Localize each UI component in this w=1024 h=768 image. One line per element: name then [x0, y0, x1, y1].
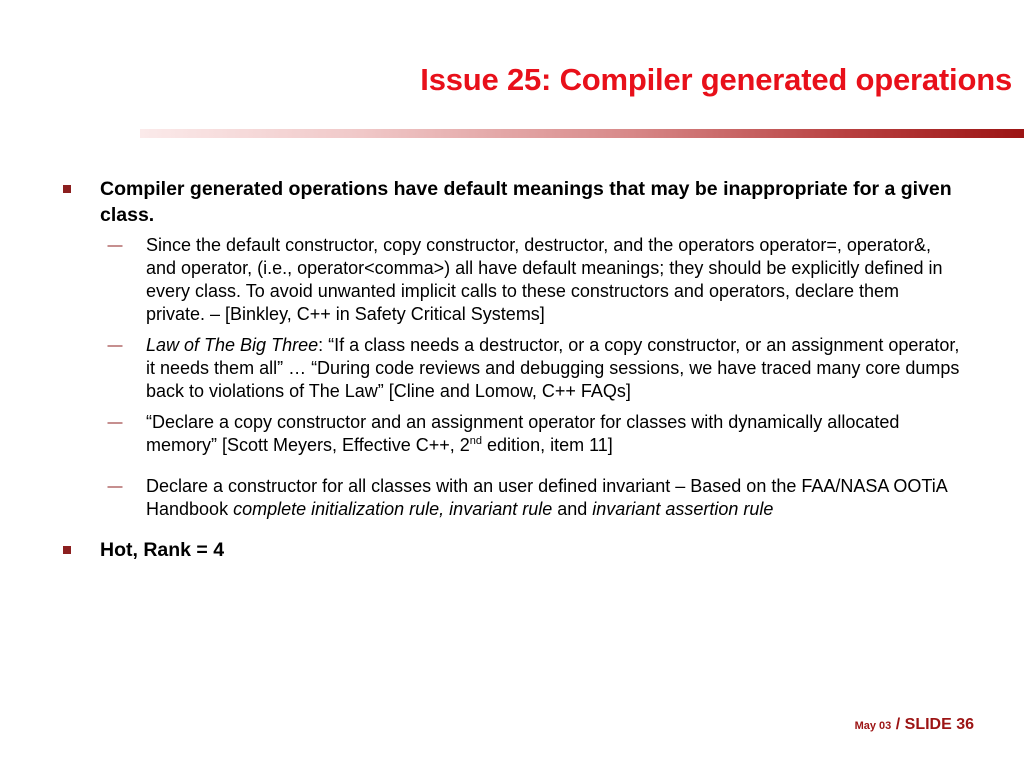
- bullet-text: Compiler generated operations have default meanings that may be inappropriate for a given class.: [100, 178, 952, 226]
- sub-bullet-item: [100, 475, 990, 521]
- slide-number: SLIDE 36: [904, 716, 974, 733]
- slide-content: [60, 176, 990, 563]
- sub-bullet-emphasis: invariant assertion rule: [592, 499, 774, 519]
- dash-bullet-icon: —: [107, 337, 123, 354]
- footer-separator: /: [891, 716, 905, 733]
- dash-bullet-icon: —: [107, 237, 123, 254]
- sub-bullet-emphasis: complete initialization rule, invariant rule: [233, 499, 553, 519]
- sub-bullet-item: [100, 411, 990, 457]
- bullet-item: [60, 537, 990, 563]
- sub-bullet-text: : “If a class needs a destructor, or a copy constructor, or an assignment operator, it needs them all” … “During code reviews and debugging sessions, we have traced many core dumps back to violations of The Law” [Cline and Lomow, C++ FAQs]: [146, 335, 960, 401]
- sub-bullet-list: [100, 234, 990, 521]
- sub-bullet-item: [100, 334, 990, 403]
- title-divider-rule: [140, 129, 1024, 138]
- sub-bullet-text-mid: and: [552, 499, 593, 519]
- sub-bullet-item: [100, 234, 990, 326]
- footer-date: May 03: [854, 720, 892, 732]
- bullet-item: [60, 176, 990, 521]
- superscript: nd: [469, 435, 483, 447]
- dash-bullet-icon: —: [107, 478, 123, 495]
- slide-footer: [855, 716, 974, 734]
- dash-bullet-icon: —: [107, 414, 123, 431]
- sub-bullet-emphasis: Law of The Big Three: [146, 335, 319, 355]
- sub-bullet-text: Declare a constructor for all classes with an user defined invariant – Based on the FAA/NASA OOTiA Handbook: [146, 476, 947, 519]
- square-bullet-icon: [63, 546, 71, 554]
- sub-bullet-text: “Declare a copy constructor and an assignment operator for classes with dynamically allocated memory” [Scott Meyers, Effective C++, 2: [146, 412, 900, 455]
- sub-bullet-text-end: edition, item 11]: [482, 435, 613, 455]
- bullet-text: Hot, Rank = 4: [100, 539, 225, 561]
- sub-bullet-text: Since the default constructor, copy constructor, destructor, and the operators operator=, operator&, and operator, (i.e., operator<comma>) all have default meanings; they should be explicitly defined in every class. To avoid unwanted implicit calls to these constructors and operators, declare them private. – [Binkley, C++ in Safety Critical Systems]: [146, 235, 943, 324]
- slide-title: Issue 25: Compiler generated operations: [420, 62, 1012, 97]
- square-bullet-icon: [63, 185, 71, 193]
